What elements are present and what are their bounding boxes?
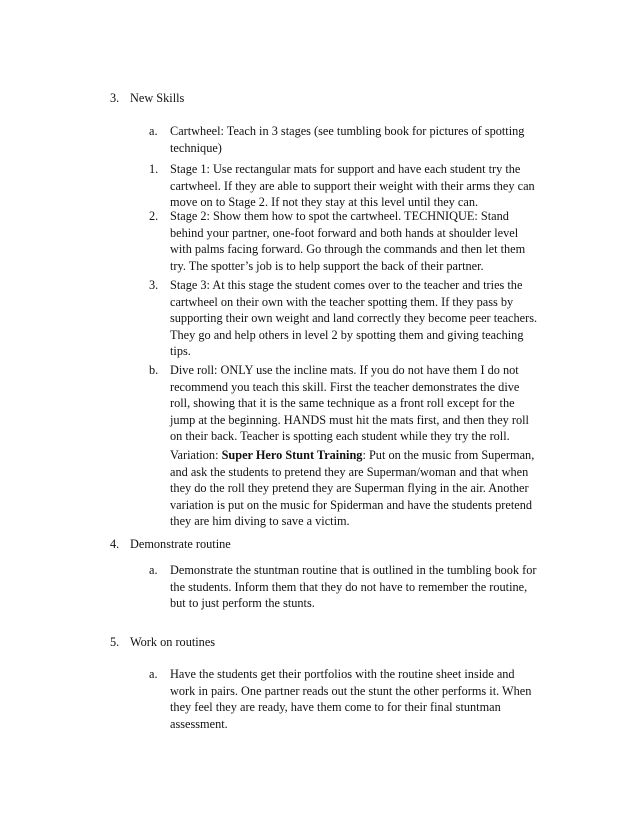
item-label: a. (149, 124, 158, 138)
section-number: 4. (110, 537, 120, 551)
item-text: Stage 3: At this stage the student comes over to the teacher and tries the cartwheel on their own with the teacher spotting them. If they pass by supporting their own weight and land correctly they become peer teachers. They go and help others in level 2 by spotting them and giving teaching tips. (170, 278, 538, 358)
item-text: Stage 2: Show them how to spot the cartwheel. TECHNIQUE: Stand behind your partner, one-foot forward and both hands at shoulder level with palms facing forward. Go through the commands and then let them try. The spotter’s job is to help support the back of their partner. (170, 209, 526, 273)
section-title: Demonstrate routine (130, 537, 231, 551)
section-title: Work on routines (130, 635, 216, 649)
variation-title: Super Hero Stunt Training (221, 448, 363, 462)
section-number: 3. (110, 91, 120, 105)
item-text: Demonstrate the stuntman routine that is outlined in the tumbling book for the students. Inform them that they do not have to remember the routine, but to just perform the stunts. (170, 563, 537, 610)
section-3-heading (110, 90, 184, 107)
item-label: 3. (149, 278, 159, 292)
item-dive-roll (149, 362, 551, 445)
item-text: Cartwheel: Teach in 3 stages (see tumbling book for pictures of spotting technique) (170, 124, 525, 155)
variation-text: : Put on the music from Superman, and ask the students to pretend they are Superman/woman and that when they do the roll they pretend they are Superman flying in the air. Another variation is put on the music for Spiderman and have the students pretend they are him diving to save a victim. (170, 448, 535, 528)
item-work-on-routines (149, 666, 551, 732)
variation-prefix: Variation: (170, 448, 222, 462)
item-text: Dive roll: ONLY use the incline mats. If you do not have them I do not recommend you teach this skill. First the teacher demonstrates the dive roll, showing that it is the same technique as a front roll except for the jump at the beginning. HANDS must hit the mats first, and then they roll on their back. Teacher is spotting each student while they try the roll. (170, 363, 529, 443)
item-label: 2. (149, 209, 159, 223)
item-label: b. (149, 363, 159, 377)
item-stage-2 (149, 208, 551, 274)
item-stage-1 (149, 161, 551, 211)
section-title: New Skills (130, 91, 185, 105)
item-demonstrate-routine (149, 562, 551, 612)
item-text: Have the students get their portfolios with the routine sheet inside and work in pairs. One partner reads out the stunt the other performs it. When they feel they are ready, have them come to for their final stuntman assessment. (170, 667, 532, 731)
section-number: 5. (110, 635, 120, 649)
variation-paragraph (170, 447, 551, 530)
section-4-heading (110, 536, 231, 553)
item-label: 1. (149, 162, 159, 176)
item-text: Stage 1: Use rectangular mats for support and have each student try the cartwheel. If they are able to support their weight with their arms they can move on to Stage 2. If not they stay at this level until they can. (170, 162, 535, 209)
item-stage-3 (149, 277, 551, 360)
item-cartwheel (149, 123, 551, 156)
item-label: a. (149, 563, 158, 577)
section-5-heading (110, 634, 215, 651)
item-label: a. (149, 667, 158, 681)
